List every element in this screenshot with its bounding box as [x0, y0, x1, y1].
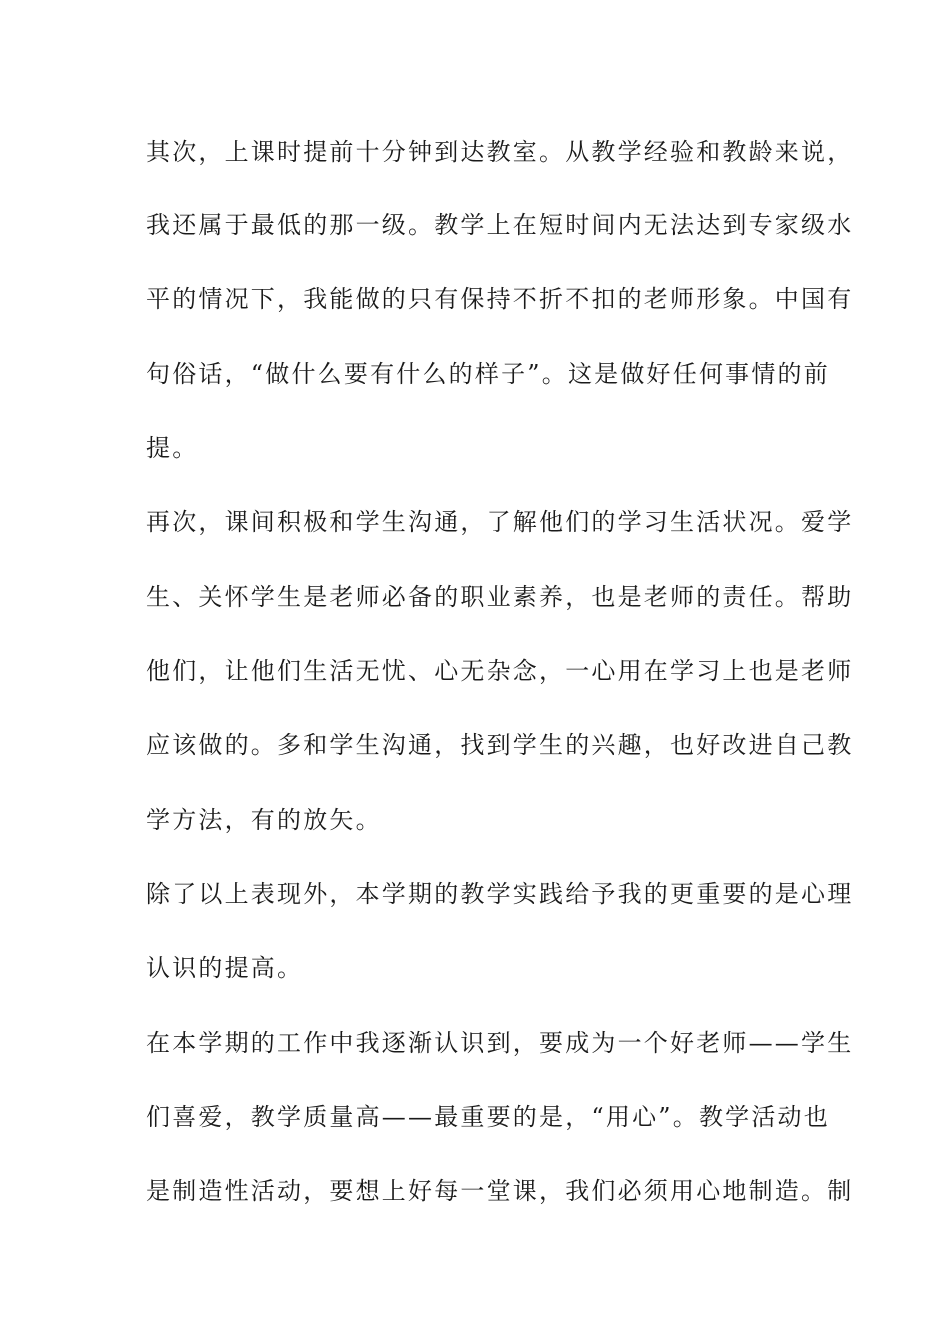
- text-line: 他们，让他们生活无忧、心无杂念，一心用在学习上也是老师: [146, 657, 854, 685]
- text-line: 提。: [146, 434, 199, 462]
- text-line: 是制造性活动，要想上好每一堂课，我们必须用心地制造。制: [146, 1177, 854, 1205]
- text-line: 我还属于最低的那一级。教学上在短时间内无法达到专家级水: [146, 211, 854, 239]
- text-line: 其次，上课时提前十分钟到达教室。从教学经验和教龄来说，: [146, 138, 854, 166]
- text-line: 们喜爱，教学质量高——最重要的是，“用心”。教学活动也: [146, 1103, 830, 1131]
- text-line: 学方法，有的放矢。: [146, 806, 382, 834]
- text-line: 生、关怀学生是老师必备的职业素养，也是老师的责任。帮助: [146, 583, 854, 611]
- text-line: 平的情况下，我能做的只有保持不折不扣的老师形象。中国有: [146, 285, 854, 313]
- text-line: 句俗话，“做什么要有什么的样子”。这是做好任何事情的前: [146, 360, 830, 388]
- text-line: 认识的提高。: [146, 954, 304, 982]
- text-line: 在本学期的工作中我逐渐认识到，要成为一个好老师——学生: [146, 1029, 854, 1057]
- text-line: 再次，课间积极和学生沟通，了解他们的学习生活状况。爱学: [146, 508, 854, 536]
- text-line: 除了以上表现外，本学期的教学实践给予我的更重要的是心理: [146, 880, 854, 908]
- text-line: 应该做的。多和学生沟通，找到学生的兴趣，也好改进自己教: [146, 731, 854, 759]
